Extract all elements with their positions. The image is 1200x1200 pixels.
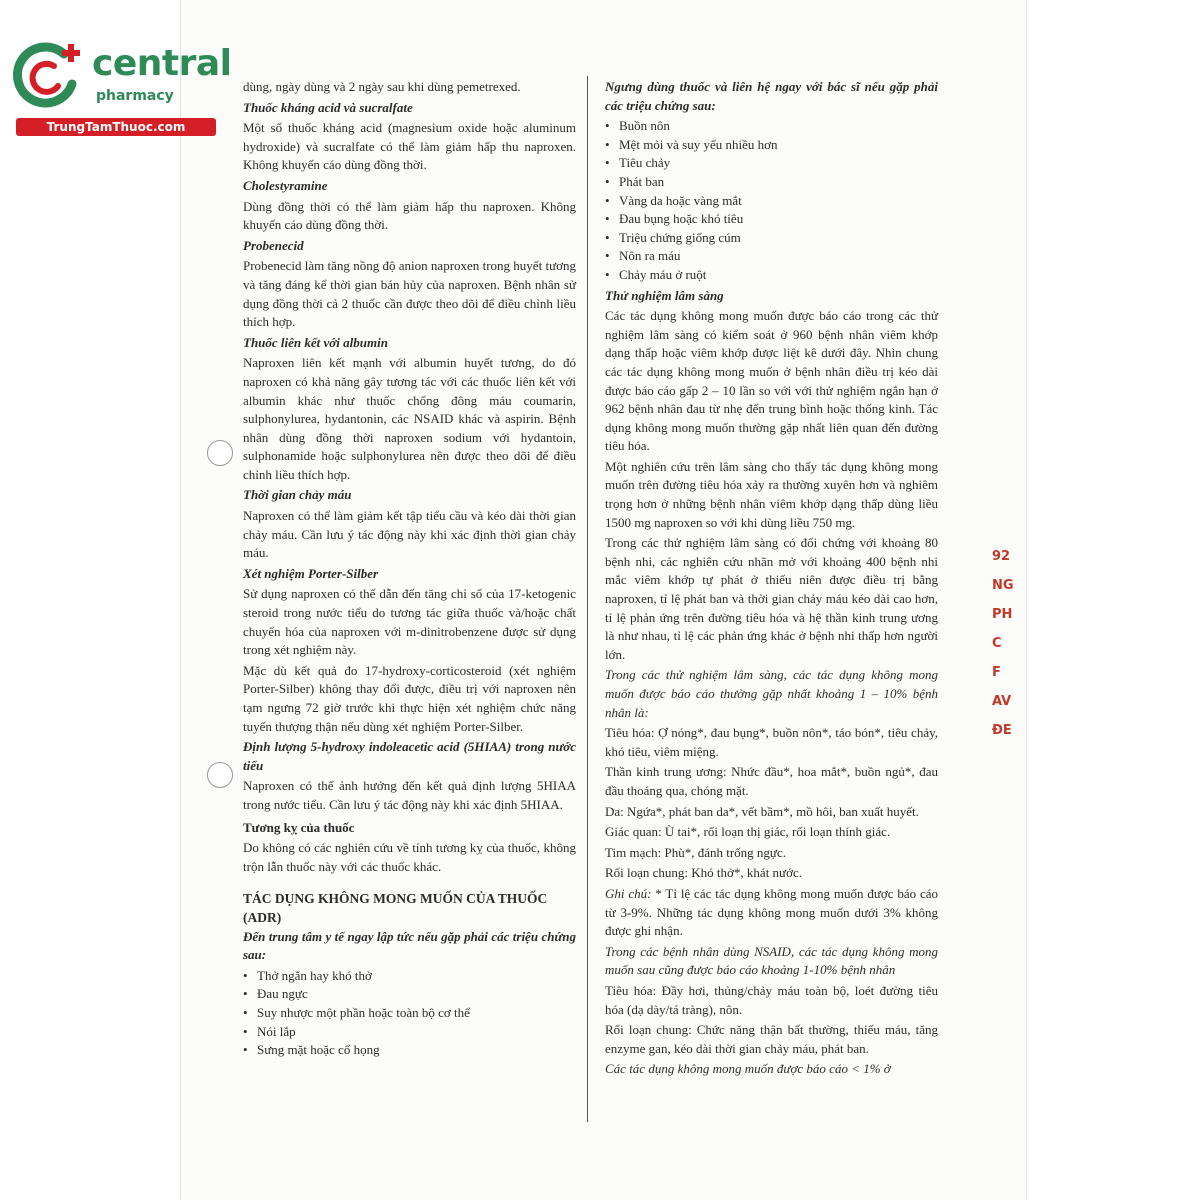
rare-effects-lead: Các tác dụng không mong muốn được báo cáo < 1% ở	[605, 1061, 891, 1077]
effect-line: Tim mạch: Phù*, đánh trống ngực.	[605, 844, 786, 860]
list-item: • Buồn nôn	[605, 117, 938, 136]
bleeding-text: Naproxen có thể làm giảm kết tập tiểu cầu và kéo dài thời gian chảy máu. Cần lưu ý tác động này khi xác định thời gian chảy máu.	[243, 508, 576, 561]
right-column	[605, 78, 938, 1081]
antacid-heading: Thuốc kháng acid và sucralfate	[243, 99, 413, 115]
trials-paragraph-2: Một nghiên cứu trên lâm sàng cho thấy tác dụng không mong muốn trên đường tiêu hóa xảy ra thường xuyên hơn và nghiêm trọng hơn ở những bệnh nhân viêm khớp dạng thấp dùng liều 1500 mg naproxen so với khi dùng liều 750 mg.	[605, 458, 938, 530]
left-column	[243, 78, 576, 1062]
trials-paragraph-1: Các tác dụng không mong muốn được báo cáo trong các thử nghiệm lâm sàng có kiểm soát ở 960 bệnh nhân viêm khớp dạng thấp hoặc viêm khớp được liệt kê dưới đây. Nhìn chung các tác dụng không mong muốn ở bệnh nhân điều trị kéo dài được báo cáo gấp 2 – 10 lần so với với thử nghiệm ngắn hạn ở 962 bệnh nhân đau từ nhẹ đến trung bình hoặc thống kinh. Tác dụng không mong muốn thường gặp nhất liên quan đến đường tiêu hóa.	[605, 308, 938, 454]
stamp-line: NG	[992, 578, 1014, 593]
cholestyramine-text: Dùng đồng thời có thể làm giảm hấp thu naproxen. Không khuyến cáo dùng đồng thời.	[243, 198, 576, 233]
cholestyramine-heading: Cholestyramine	[243, 177, 328, 193]
nsaid-effects-lead: Trong các bệnh nhân dùng NSAID, các tác dụng không mong muốn sau cũng được báo cáo khoảng 1-10% bệnh nhân	[605, 943, 938, 978]
effect-line: Tiêu hóa: Đầy hơi, thủng/chảy máu toàn bộ, loét đường tiêu hóa (dạ dày/tá tràng), nôn.	[605, 982, 938, 1017]
list-item: • Nôn ra máu	[605, 247, 938, 266]
albumin-heading: Thuốc liên kết với albumin	[243, 334, 388, 350]
effect-line: Tiêu hóa: Ợ nóng*, đau bụng*, buồn nôn*, táo bón*, tiêu chảy, khó tiêu, viêm miệng.	[605, 725, 938, 759]
stop-symptom-list	[605, 117, 938, 284]
punch-hole-bottom	[207, 762, 233, 788]
punch-hole-top	[207, 440, 233, 466]
list-item: • Thở ngắn hay khó thở	[243, 967, 576, 986]
effect-line: Rối loạn chung: Chức năng thận bất thường, thiếu máu, tăng enzyme gan, kéo dài thời gian chảy máu, phát ban.	[605, 1022, 938, 1056]
common-effects-lead: Trong các thử nghiệm lâm sàng, các tác dụng không mong muốn được báo cáo thường gặp nhất khoảng 1 – 10% bệnh nhân là:	[605, 667, 938, 720]
brand-logo[interactable]	[6, 38, 232, 138]
stamp-line: ĐE	[992, 723, 1012, 738]
porter-text-1: Sử dụng naproxen có thể dẫn đến tăng chỉ số của 17-ketogenic steroid trong nước tiểu do tương tác giữa thuốc và/hoặc chất chuyển hóa của naproxen với m-dinitrobenzene được sử dụng trong xét nghiệm này.	[243, 586, 576, 658]
stamp-line: 92	[992, 549, 1011, 564]
compat-text: Do không có các nghiên cứu về tính tương kỵ của thuốc, không trộn lẫn thuốc này với các thuốc khác.	[243, 840, 576, 874]
list-item: • Chảy máu ở ruột	[605, 266, 938, 285]
hiaa-heading: Định lượng 5-hydroxy indoleacetic acid (5HIAA) trong nước tiểu	[243, 739, 576, 773]
stamp-line: AV	[992, 694, 1012, 709]
logo-site-banner: TrungTamThuoc.com	[16, 118, 216, 136]
logo-subtitle: pharmacy	[96, 88, 174, 104]
list-item: • Phát ban	[605, 173, 938, 192]
adr-lead: Đến trung tâm y tế ngay lập tức nếu gặp phải các triệu chứng sau:	[243, 928, 576, 963]
column-divider	[587, 76, 588, 1122]
trials-paragraph-3: Trong các thử nghiệm lâm sàng có đối chứng với khoảng 80 bệnh nhi, các nghiên cứu nhãn mở với khoảng 400 bệnh nhi mắc viêm khớp tự phát ở thiếu niên được điều trị bằng naproxen, tỉ lệ phát ban và thời gian chảy máu kéo dài cao hơn, tỉ lệ phản ứng trên đường tiêu hóa và hệ thần kinh trung ương là như nhau, tỉ lệ các phản ứng khác ở bệnh nhi thấp hơn người lớn.	[605, 535, 938, 662]
logo-wordmark: central	[92, 43, 232, 84]
list-item: • Vàng da hoặc vàng mắt	[605, 192, 938, 211]
urgent-symptom-list	[243, 967, 576, 1060]
probenecid-heading: Probenecid	[243, 237, 304, 253]
porter-heading: Xét nghiệm Porter-Silber	[243, 565, 379, 581]
hiaa-text: Naproxen có thể ảnh hưởng đến kết quả định lượng 5HIAA trong nước tiểu. Cần lưu ý tác động này khi xác định 5HIAA.	[243, 778, 576, 812]
effect-line: Da: Ngứa*, phát ban da*, vết bầm*, mồ hôi, ban xuất huyết.	[605, 803, 919, 819]
antacid-text: Một số thuốc kháng acid (magnesium oxide hoặc aluminum hydroxide) và sucralfate có thể làm giảm hấp thu naproxen. Không khuyến cáo dùng đồng thời.	[243, 120, 576, 173]
list-item: • Triệu chứng giống cúm	[605, 229, 938, 248]
stop-lead: Ngưng dùng thuốc và liên hệ ngay với bác sĩ nếu gặp phải các triệu chứng sau:	[605, 79, 938, 113]
bleeding-heading: Thời gian chảy máu	[243, 487, 352, 503]
porter-text-2: Mặc dù kết quả đo 17-hydroxy-corticosteroid (xét nghiệm Porter-Silber) không thay đổi được, điều trị với naproxen nên tạm ngưng 72 giờ trước khi thực hiện xét nghiệm chức năng tuyến thượng thận nếu dùng xét nghiệm Porter-Silber.	[243, 662, 576, 734]
intro-text: dùng, ngày dùng và 2 ngày sau khi dùng pemetrexed.	[243, 79, 521, 94]
effect-line: Giác quan: Ù tai*, rối loạn thị giác, rối loạn thính giác.	[605, 824, 891, 840]
list-item: • Đau bụng hoặc khó tiêu	[605, 210, 938, 229]
note	[605, 885, 938, 941]
list-item: • Đau ngực	[243, 985, 576, 1004]
list-item: • Sưng mặt hoặc cổ họng	[243, 1041, 576, 1060]
effect-line: Thần kinh trung ương: Nhức đầu*, hoa mắt*, buồn ngủ*, đau đầu thoáng qua, chóng mặt.	[605, 764, 938, 798]
trials-heading: Thử nghiệm lâm sàng	[605, 287, 724, 303]
list-item: • Suy nhược một phần hoặc toàn bộ cơ thể	[243, 1004, 576, 1023]
effect-line: Rối loạn chung: Khó thở*, khát nước.	[605, 865, 802, 881]
list-item: • Tiêu chảy	[605, 154, 938, 173]
compat-heading: Tương kỵ của thuốc	[243, 819, 355, 835]
list-item: • Nói lắp	[243, 1023, 576, 1042]
red-stamp-fragment	[992, 542, 1014, 738]
stamp-line: PH	[992, 607, 1013, 622]
note-text: * Tỉ lệ các tác dụng không mong muốn được báo cáo từ 3-9%. Những tác dụng không mong muốn dưới 3% không được ghi nhận.	[605, 885, 939, 939]
central-pharmacy-logo-icon	[12, 40, 84, 112]
probenecid-text: Probenecid làm tăng nồng độ anion naproxen trong huyết tương và tăng đáng kể thời gian bán hủy của naproxen. Bệnh nhân sử dụng đồng thời cả 2 thuốc cần được theo dõi để điều chỉnh liều thích hợp.	[243, 258, 576, 330]
note-label: Ghi chú:	[605, 885, 652, 901]
albumin-text: Naproxen liên kết mạnh với albumin huyết tương, do đó naproxen có khả năng gây tương tác với các thuốc liên kết với albumin khác như thuốc chống đông máu coumarin, sulphonylurea, hydantonin, các NSAID khác và aspirin. Bệnh nhân dùng đồng thời naproxen sodium với hydantoin, sulphonamide hoặc sulphonylurea nên được theo dõi để điều chỉnh liều thích hợp.	[243, 355, 576, 482]
list-item: • Mệt mỏi và suy yếu nhiều hơn	[605, 136, 938, 155]
stamp-line: C F	[992, 636, 1002, 680]
adr-section-title: TÁC DỤNG KHÔNG MONG MUỐN CỦA THUỐC (ADR)	[243, 891, 548, 925]
